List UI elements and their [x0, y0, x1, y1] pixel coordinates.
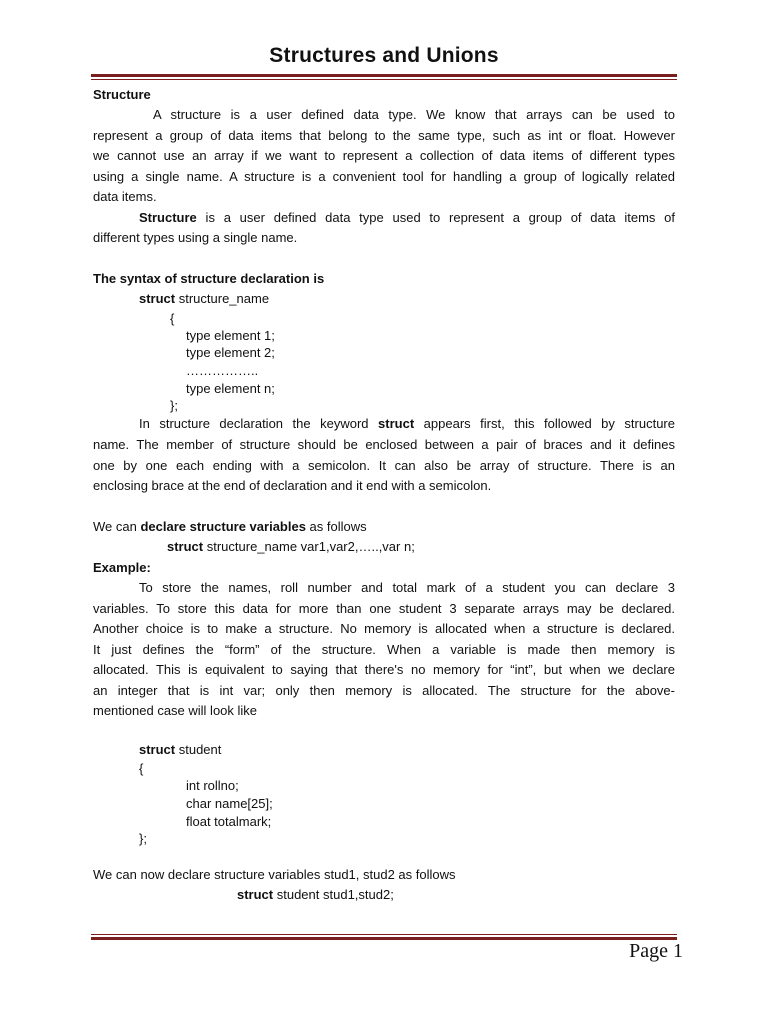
- student-member-3: float totalmark;: [186, 814, 272, 829]
- definition-line-2: different types using a single name.: [93, 230, 298, 245]
- syntax-struct-line: [139, 290, 269, 308]
- intro-line-3: we cannot use an array if we want to represent a collection of data items of different types: [93, 148, 675, 163]
- vars-keyword: struct: [237, 887, 274, 902]
- student-name: student: [175, 742, 222, 757]
- syntax-element-ellipsis: ……………..: [186, 363, 259, 378]
- syntax-keyword: struct: [139, 291, 176, 306]
- explain-keyword: struct: [378, 416, 415, 431]
- student-keyword: struct: [139, 742, 176, 757]
- definition-text: is a user defined data type used to represent a group of data items of: [196, 210, 675, 225]
- student-struct-line: [139, 741, 221, 759]
- explain-pre: In structure declaration the keyword: [139, 416, 379, 431]
- explain-post: appears first, this followed by structure: [414, 416, 675, 431]
- example-line-7: mentioned case will look like: [93, 703, 258, 718]
- declare-code: structure_name var1,var2,…..,var n;: [203, 539, 415, 554]
- syntax-open-brace: {: [170, 311, 175, 326]
- declare-bold: declare structure variables: [140, 519, 306, 534]
- student-open-brace: {: [139, 761, 144, 776]
- intro-line-1: A structure is a user defined data type. We know that arrays can be used to: [153, 107, 675, 122]
- declare-post: as follows: [305, 519, 367, 534]
- intro-line-5: data items.: [93, 189, 157, 204]
- header-rule: [91, 74, 677, 80]
- example-line-1: To store the names, roll number and total mark of a student you can declare 3: [139, 580, 675, 595]
- explain-line-1: [93, 415, 675, 433]
- example-line-5: allocated. This is equivalent to saying that there's no memory for “int”, but when we declare: [93, 662, 675, 677]
- intro-line-4: using a single name. A structure is a convenient tool for handling a group of logically related: [93, 169, 675, 184]
- syntax-heading: The syntax of structure declaration is: [93, 271, 325, 286]
- definition-term: Structure: [139, 210, 197, 225]
- example-heading: Example:: [93, 560, 151, 575]
- declare-code-line: [167, 538, 415, 556]
- student-member-1: int rollno;: [186, 778, 239, 793]
- definition-line-1: [93, 209, 675, 227]
- student-member-2: char name[25];: [186, 796, 273, 811]
- explain-line-4: enclosing brace at the end of declaration and it end with a semicolon.: [93, 478, 492, 493]
- declare-line: [93, 518, 367, 536]
- student-close-brace: };: [139, 831, 147, 846]
- syntax-struct-name: structure_name: [175, 291, 270, 306]
- vars-line: We can now declare structure variables stud1, stud2 as follows: [93, 867, 456, 882]
- declare-keyword: struct: [167, 539, 204, 554]
- syntax-element-n: type element n;: [186, 381, 275, 396]
- vars-code: student stud1,stud2;: [273, 887, 394, 902]
- explain-line-2: name. The member of structure should be enclosed between a pair of braces and it defines: [93, 437, 675, 452]
- intro-line-2: represent a group of data items that belong to the same type, such as int or float. However: [93, 128, 675, 143]
- page-title: Structures and Unions: [269, 44, 499, 67]
- example-line-3: Another choice is to make a structure. No memory is allocated when a structure is declared.: [93, 621, 675, 636]
- footer-rule: [91, 934, 677, 940]
- vars-code-line: [237, 886, 394, 904]
- example-line-4: It just defines the “form” of the structure. When a variable is made then memory is: [93, 642, 675, 657]
- section-heading-structure: Structure: [93, 87, 151, 102]
- example-line-6: an integer that is int var; only then memory is allocated. The structure for the above-: [93, 683, 675, 698]
- declare-pre: We can: [93, 519, 141, 534]
- example-line-2: variables. To store this data for more than one student 3 separate arrays may be declared.: [93, 601, 675, 616]
- syntax-close-brace: };: [170, 398, 178, 413]
- syntax-element-2: type element 2;: [186, 345, 275, 360]
- syntax-element-1: type element 1;: [186, 328, 275, 343]
- page-number: Page 1: [629, 940, 683, 962]
- explain-line-3: one by one each ending with a semicolon. It can also be array of structure. There is an: [93, 458, 675, 473]
